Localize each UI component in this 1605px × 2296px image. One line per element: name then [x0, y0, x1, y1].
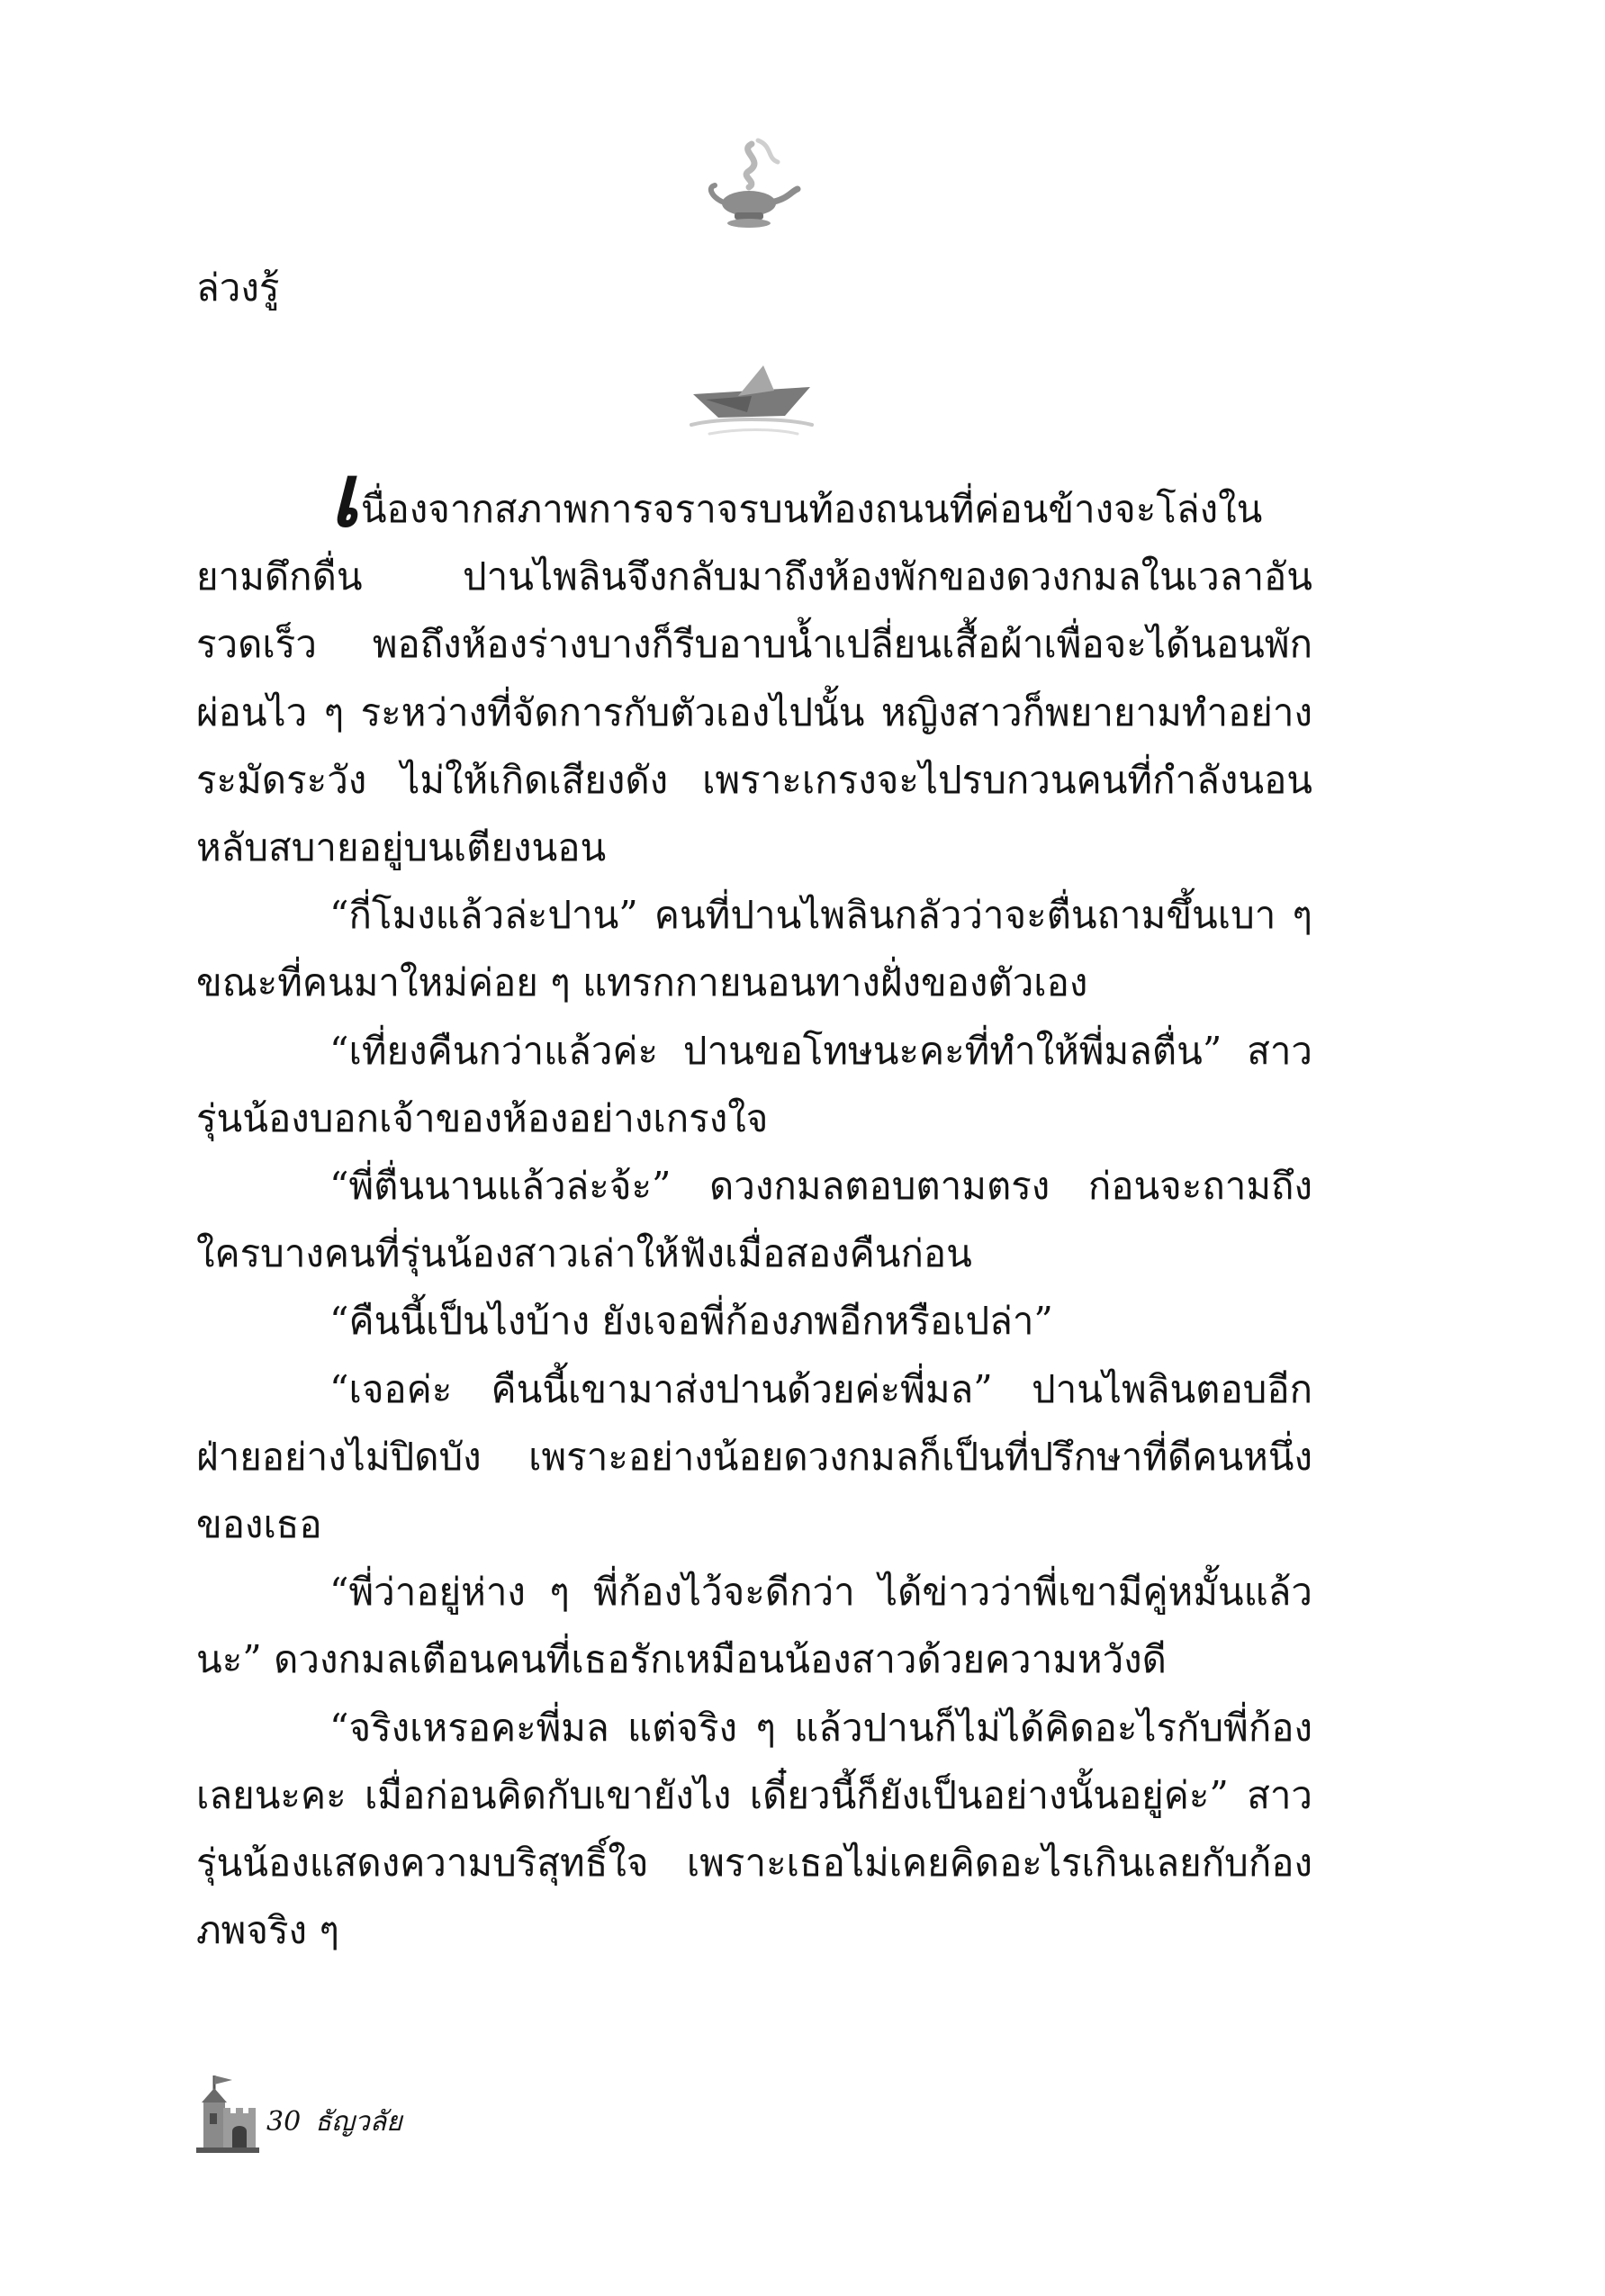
story-body	[196, 445, 1312, 1964]
previous-page-text: ล่วงรู้	[196, 266, 280, 310]
paragraph-text: นื่องจากสภาพการจราจรบนท้องถนนที่ค่อนข้างจะโล่งในยามดึกดื่น ปานไพลินจึงกลับมาถึงห้องพักของดวงกมลในเวลาอันรวดเร็ว พอถึงห้องร่างบางก็รีบอาบน้ำเปลี่ยนเสื้อผ้าเพื่อจะได้นอนพักผ่อนไว ๆ ระหว่างที่จัดการกับตัวเองไปนั้น หญิงสาวก็พยายามทำอย่างระมัดระวัง ไม่ให้เกิดเสียงดัง เพราะเกรงจะไปรบกวนคนที่กำลังนอนหลับสบายอยู่บนเตียงนอน	[196, 487, 1312, 870]
book-title: ธัญวลัย	[315, 2106, 402, 2138]
paragraph: “เจอค่ะ คืนนี้เขามาส่งปานด้วยค่ะพี่มล” ปานไพลินตอบอีกฝ่ายอย่างไม่ปิดบัง เพราะอย่างน้อยดวงกมลก็เป็นที่ปรึกษาที่ดีคนหนึ่งของเธอ	[196, 1366, 1312, 1547]
paragraph: “คืนนี้เป็นไงบ้าง ยังเจอพี่ก้องภพอีกหรือเปล่า”	[329, 1299, 1053, 1344]
page-footer	[196, 2072, 430, 2153]
castle-icon	[196, 2072, 259, 2153]
drop-cap: เ	[329, 445, 359, 546]
paper-boat-icon	[684, 360, 819, 441]
page-number: 30	[266, 2106, 302, 2138]
paragraph: “พี่ว่าอยู่ห่าง ๆ พี่ก้องไว้จะดีกว่า ได้ข่าวว่าพี่เขามีคู่หมั้นแล้วนะ” ดวงกมลเตือนคนที่เธอรักเหมือนน้องสาวด้วยความหวังดี	[196, 1570, 1312, 1682]
paragraph	[196, 445, 1312, 881]
paragraph: “กี่โมงแล้วล่ะปาน” คนที่ปานไพลินกลัวว่าจะตื่นถามขึ้นเบา ๆ ขณะที่คนมาใหม่ค่อย ๆ แทรกกายนอนทางฝั่งของตัวเอง	[196, 893, 1312, 1005]
genie-lamp-icon	[702, 135, 801, 234]
paragraph: “พี่ตื่นนานแล้วล่ะจ้ะ” ดวงกมลตอบตามตรง ก่อนจะถามถึงใครบางคนที่รุ่นน้องสาวเล่าให้ฟังเมื่อสองคืนก่อน	[196, 1164, 1312, 1276]
paragraph: “จริงเหรอคะพี่มล แต่จริง ๆ แล้วปานก็ไม่ได้คิดอะไรกับพี่ก้องเลยนะคะ เมื่อก่อนคิดกับเขายังไง เดี๋ยวนี้ก็ยังเป็นอย่างนั้นอยู่ค่ะ” สาวรุ่นน้องแสดงความบริสุทธิ์ใจ เพราะเธอไม่เคยคิดอะไรเกินเลยกับก้องภพจริง ๆ	[196, 1705, 1312, 1953]
paragraph: “เที่ยงคืนกว่าแล้วค่ะ ปานขอโทษนะคะที่ทำให้พี่มลตื่น” สาวรุ่นน้องบอกเจ้าของห้องอย่างเกรงใจ	[196, 1028, 1312, 1140]
